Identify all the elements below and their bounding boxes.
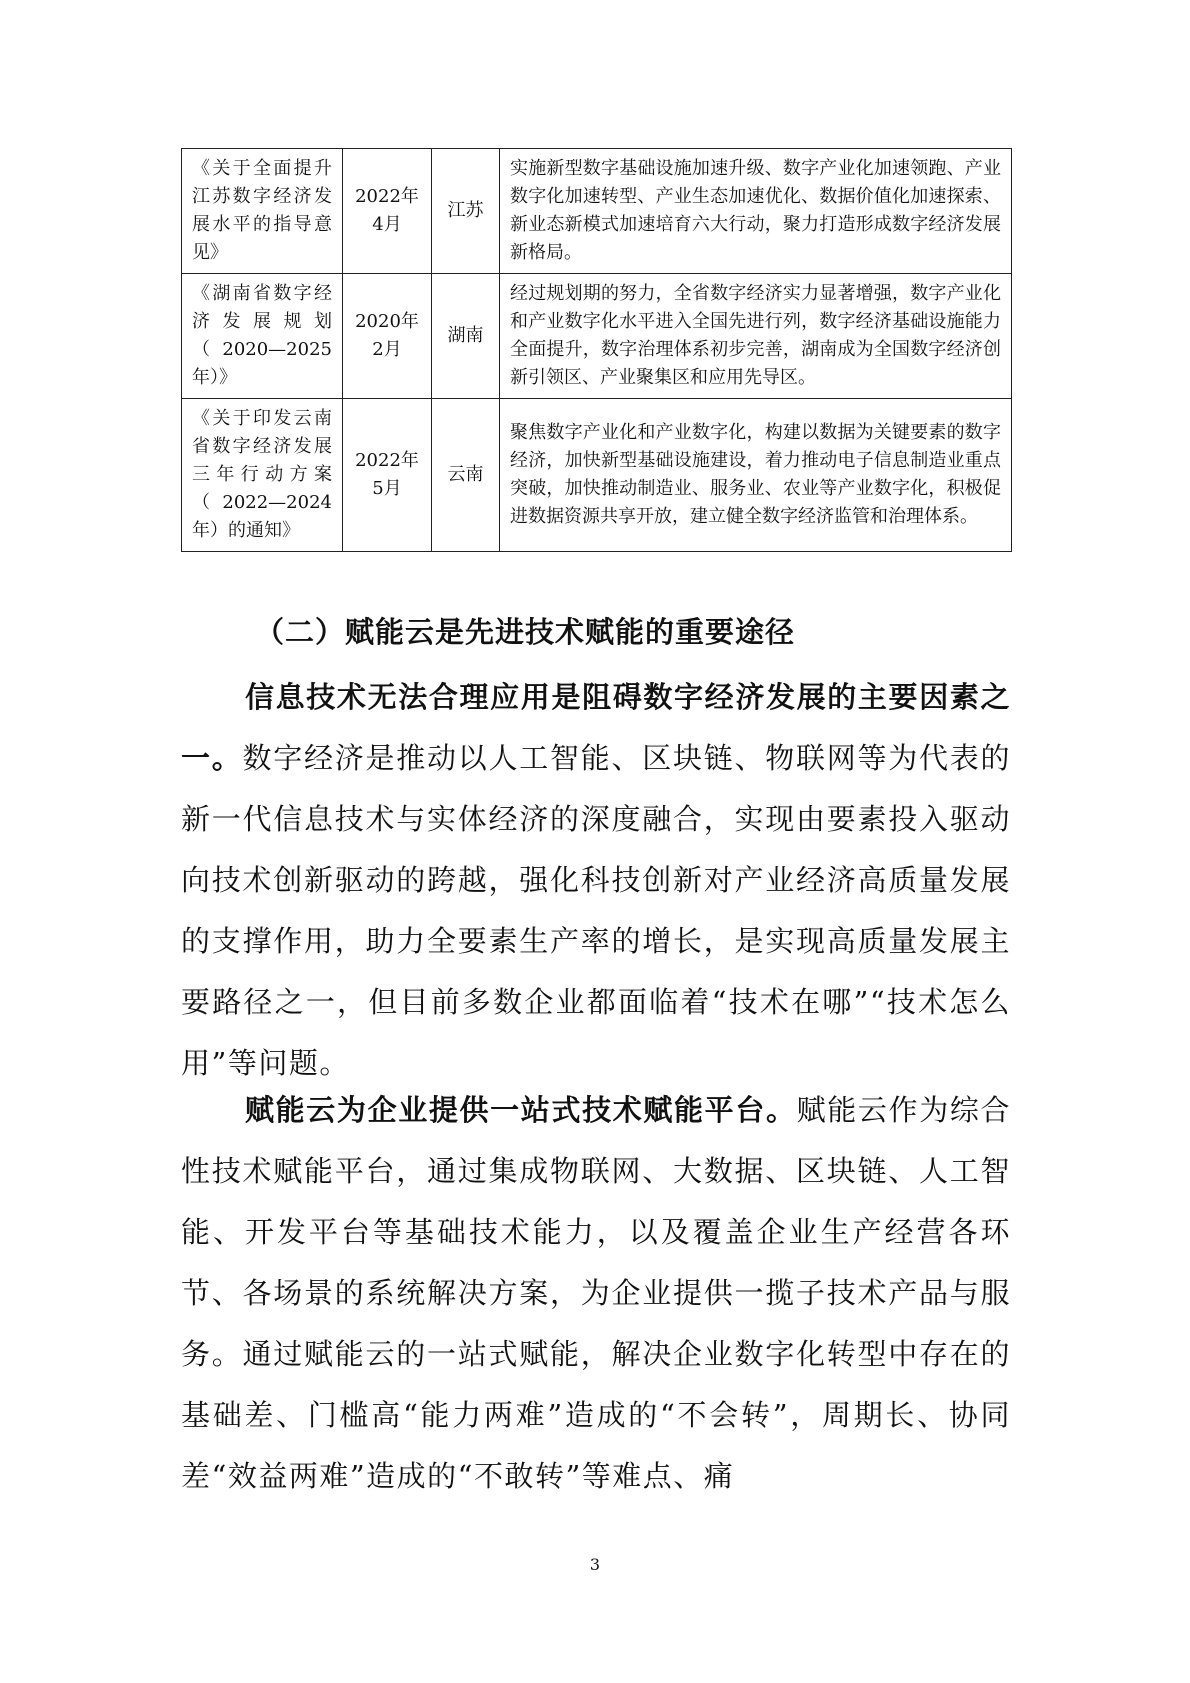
policy-title: 《关于全面提升江苏数字经济发展水平的指导意见》 <box>182 149 343 274</box>
policy-content: 经过规划期的努力，全省数字经济实力显著增强，数字产业化和产业数字化水平进入全国先进行列，数字经济基础设施能力全面提升，数字治理体系初步完善，湖南成为全国数字经济创新引领区、产业聚集区和应用先导区。 <box>500 274 1012 399</box>
paragraph-body: 数字经济是推动以人工智能、区块链、物联网等为代表的新一代信息技术与实体经济的深度融合，实现由要素投入驱动向技术创新驱动的跨越，强化科技创新对产业经济高质量发展的支撑作用，助力全要素生产率的增长，是实现高质量发展主要路径之一，但目前多数企业都面临着“技术在哪”“技术怎么用”等问题。 <box>181 741 1011 1080</box>
table-row <box>182 274 1012 399</box>
body-paragraph <box>181 667 1011 1094</box>
policy-province: 湖南 <box>432 274 500 399</box>
page-number: 3 <box>589 1555 601 1574</box>
policy-title: 《关于印发云南省数字经济发展三年行动方案（2022—2024年）的通知》 <box>182 399 343 552</box>
policy-province: 江苏 <box>432 149 500 274</box>
policy-table <box>181 148 1012 552</box>
policy-content: 实施新型数字基础设施加速升级、数字产业化加速领跑、产业数字化加速转型、产业生态加速优化、数据价值化加速探索、新业态新模式加速培育六大行动，聚力打造形成数字经济发展新格局。 <box>500 149 1012 274</box>
section-heading: （二）赋能云是先进技术赋能的重要途径 <box>255 615 796 649</box>
policy-date: 2022年4月 <box>343 149 432 274</box>
policy-title: 《湖南省数字经济发展规划（2020—2025年）》 <box>182 274 343 399</box>
paragraph-lead: 赋能云为企业提供一站式技术赋能平台。 <box>245 1093 797 1127</box>
table-row <box>182 399 1012 552</box>
paragraph-body: 赋能云作为综合性技术赋能平台，通过集成物联网、大数据、区块链、人工智能、开发平台等基础技术能力，以及覆盖企业生产经营各环节、各场景的系统解决方案，为企业提供一揽子技术产品与服务。通过赋能云的一站式赋能，解决企业数字化转型中存在的基础差、门槛高“能力两难”造成的“不会转”，周期长、协同差“效益两难”造成的“不敢转”等难点、痛 <box>181 1093 1011 1493</box>
policy-date: 2022年5月 <box>343 399 432 552</box>
body-paragraph <box>181 1080 1011 1507</box>
policy-content: 聚焦数字产业化和产业数字化，构建以数据为关键要素的数字经济，加快新型基础设施建设，着力推动电子信息制造业重点突破，加快推动制造业、服务业、农业等产业数字化，积极促进数据资源共享开放，建立健全数字经济监管和治理体系。 <box>500 399 1012 552</box>
policy-date: 2020年2月 <box>343 274 432 399</box>
policy-province: 云南 <box>432 399 500 552</box>
paragraph-lead: 信息技术无法合理应用是阻碍数字经济发展的主要因素之一。 <box>181 680 1011 775</box>
table-row <box>182 149 1012 274</box>
